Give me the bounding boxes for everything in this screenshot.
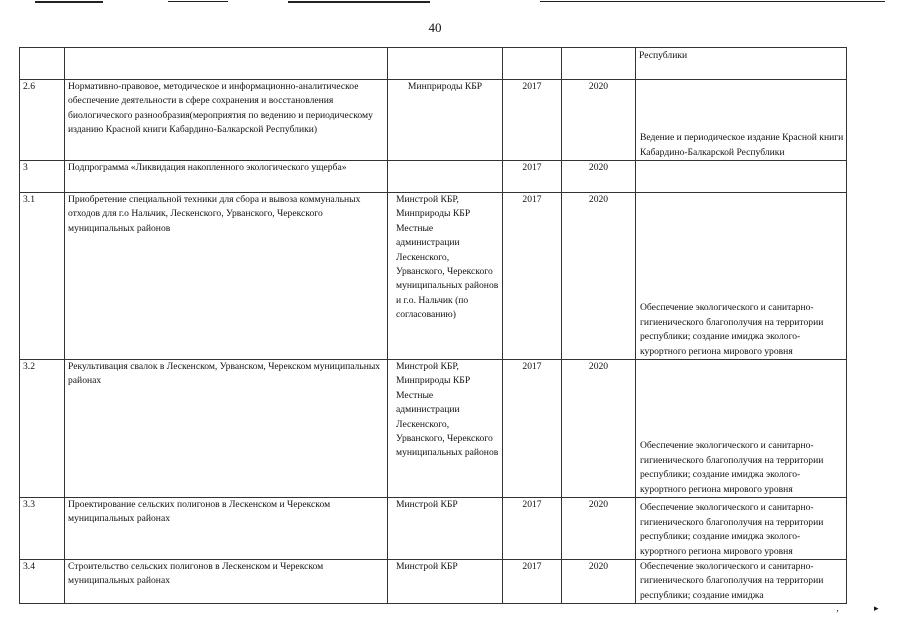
cell-empty <box>388 48 503 80</box>
top-scan-line-3 <box>288 1 430 3</box>
expected-result: Обеспечение экологического и санитарно-гигиенического благополучия на территории республики; создание имиджа эколого-курортного региона мирового уровня <box>636 360 847 498</box>
executor: Минстрой КБР <box>388 560 503 604</box>
expected-result: Обеспечение экологического и санитарно-гигиенического благополучия на территории республики; создание имиджа эколого-курортного региона мирового уровня <box>636 193 847 360</box>
end-year: 2020 <box>562 498 636 560</box>
end-year: 2020 <box>562 80 636 161</box>
executor: Минстрой КБР, Минприроды КБР Местные администрации Лескенского, Урванского, Черекского муниципальных районов и г.о. Нальчик (по согласованию) <box>388 193 503 360</box>
row-number: 3.4 <box>20 560 65 604</box>
expected-result: Обеспечение экологического и санитарно-гигиенического благополучия на территории республики; создание имиджа <box>636 560 847 604</box>
start-year: 2017 <box>503 360 562 498</box>
start-year: 2017 <box>503 498 562 560</box>
scan-mark: ▸ <box>874 603 879 613</box>
start-year: 2017 <box>503 161 562 193</box>
executor: Минприроды КБР <box>388 80 503 161</box>
row-number: 2.6 <box>20 80 65 161</box>
activity-name: Нормативно-правовое, методическое и информационно-аналитическое обеспечение деятельности в сфере сохранения и восстановления биологического разнообразия(мероприятия по ведению и периодическому изданию Красной книги Кабардино-Балкарской Республики) <box>65 80 388 161</box>
table-row-3 <box>20 161 847 193</box>
row-number: 3.1 <box>20 193 65 360</box>
start-year: 2017 <box>503 80 562 161</box>
activity-name: Рекультивация свалок в Лескенском, Урванском, Черекском муниципальных районах <box>65 360 388 498</box>
activity-name: Строительство сельских полигонов в Лескенском и Черекском муниципальных районах <box>65 560 388 604</box>
expected-result: Обеспечение экологического и санитарно-гигиенического благополучия на территории республики; создание имиджа эколого-курортного региона мирового уровня <box>636 498 847 560</box>
row-number: 3.3 <box>20 498 65 560</box>
table-row-3-2 <box>20 360 847 498</box>
top-scan-line-2 <box>168 1 228 2</box>
top-scan-line-1 <box>35 1 103 3</box>
page-number: 40 <box>428 20 442 35</box>
cell-empty <box>562 48 636 80</box>
cell-empty <box>503 48 562 80</box>
top-scan-line-4 <box>540 1 885 2</box>
cell-empty <box>20 48 65 80</box>
program-activities-table <box>19 47 847 604</box>
result-cell: Республики <box>636 48 847 80</box>
row-number: 3 <box>20 161 65 193</box>
activity-name: Подпрограмма «Ликвидация накопленного экологического ущерба» <box>65 161 388 193</box>
activity-name: Проектирование сельских полигонов в Лескенском и Черекском муниципальных районах <box>65 498 388 560</box>
table-row-header-continuation <box>20 48 847 80</box>
executor: Минстрой КБР, Минприроды КБР Местные администрации Лескенского, Урванского, Черекского муниципальных районов <box>388 360 503 498</box>
activity-name: Приобретение специальной техники для сбора и вывоза коммунальных отходов для г.о Нальчик, Лескенского, Урванского, Черекского муниципальных районов <box>65 193 388 360</box>
end-year: 2020 <box>562 360 636 498</box>
end-year: 2020 <box>562 193 636 360</box>
table-row-3-3 <box>20 498 847 560</box>
row-number: 3.2 <box>20 360 65 498</box>
start-year: 2017 <box>503 193 562 360</box>
table-row-2-6 <box>20 80 847 161</box>
table-row-3-1 <box>20 193 847 360</box>
end-year: 2020 <box>562 161 636 193</box>
expected-result <box>636 161 847 193</box>
cell-empty <box>65 48 388 80</box>
executor <box>388 161 503 193</box>
end-year: 2020 <box>562 560 636 604</box>
executor: Минстрой КБР <box>388 498 503 560</box>
start-year: 2017 <box>503 560 562 604</box>
scan-mark: ‚ <box>836 603 839 613</box>
expected-result: Ведение и периодическое издание Красной книги Кабардино-Балкарской Республики <box>636 80 847 161</box>
table-row-3-4 <box>20 560 847 604</box>
